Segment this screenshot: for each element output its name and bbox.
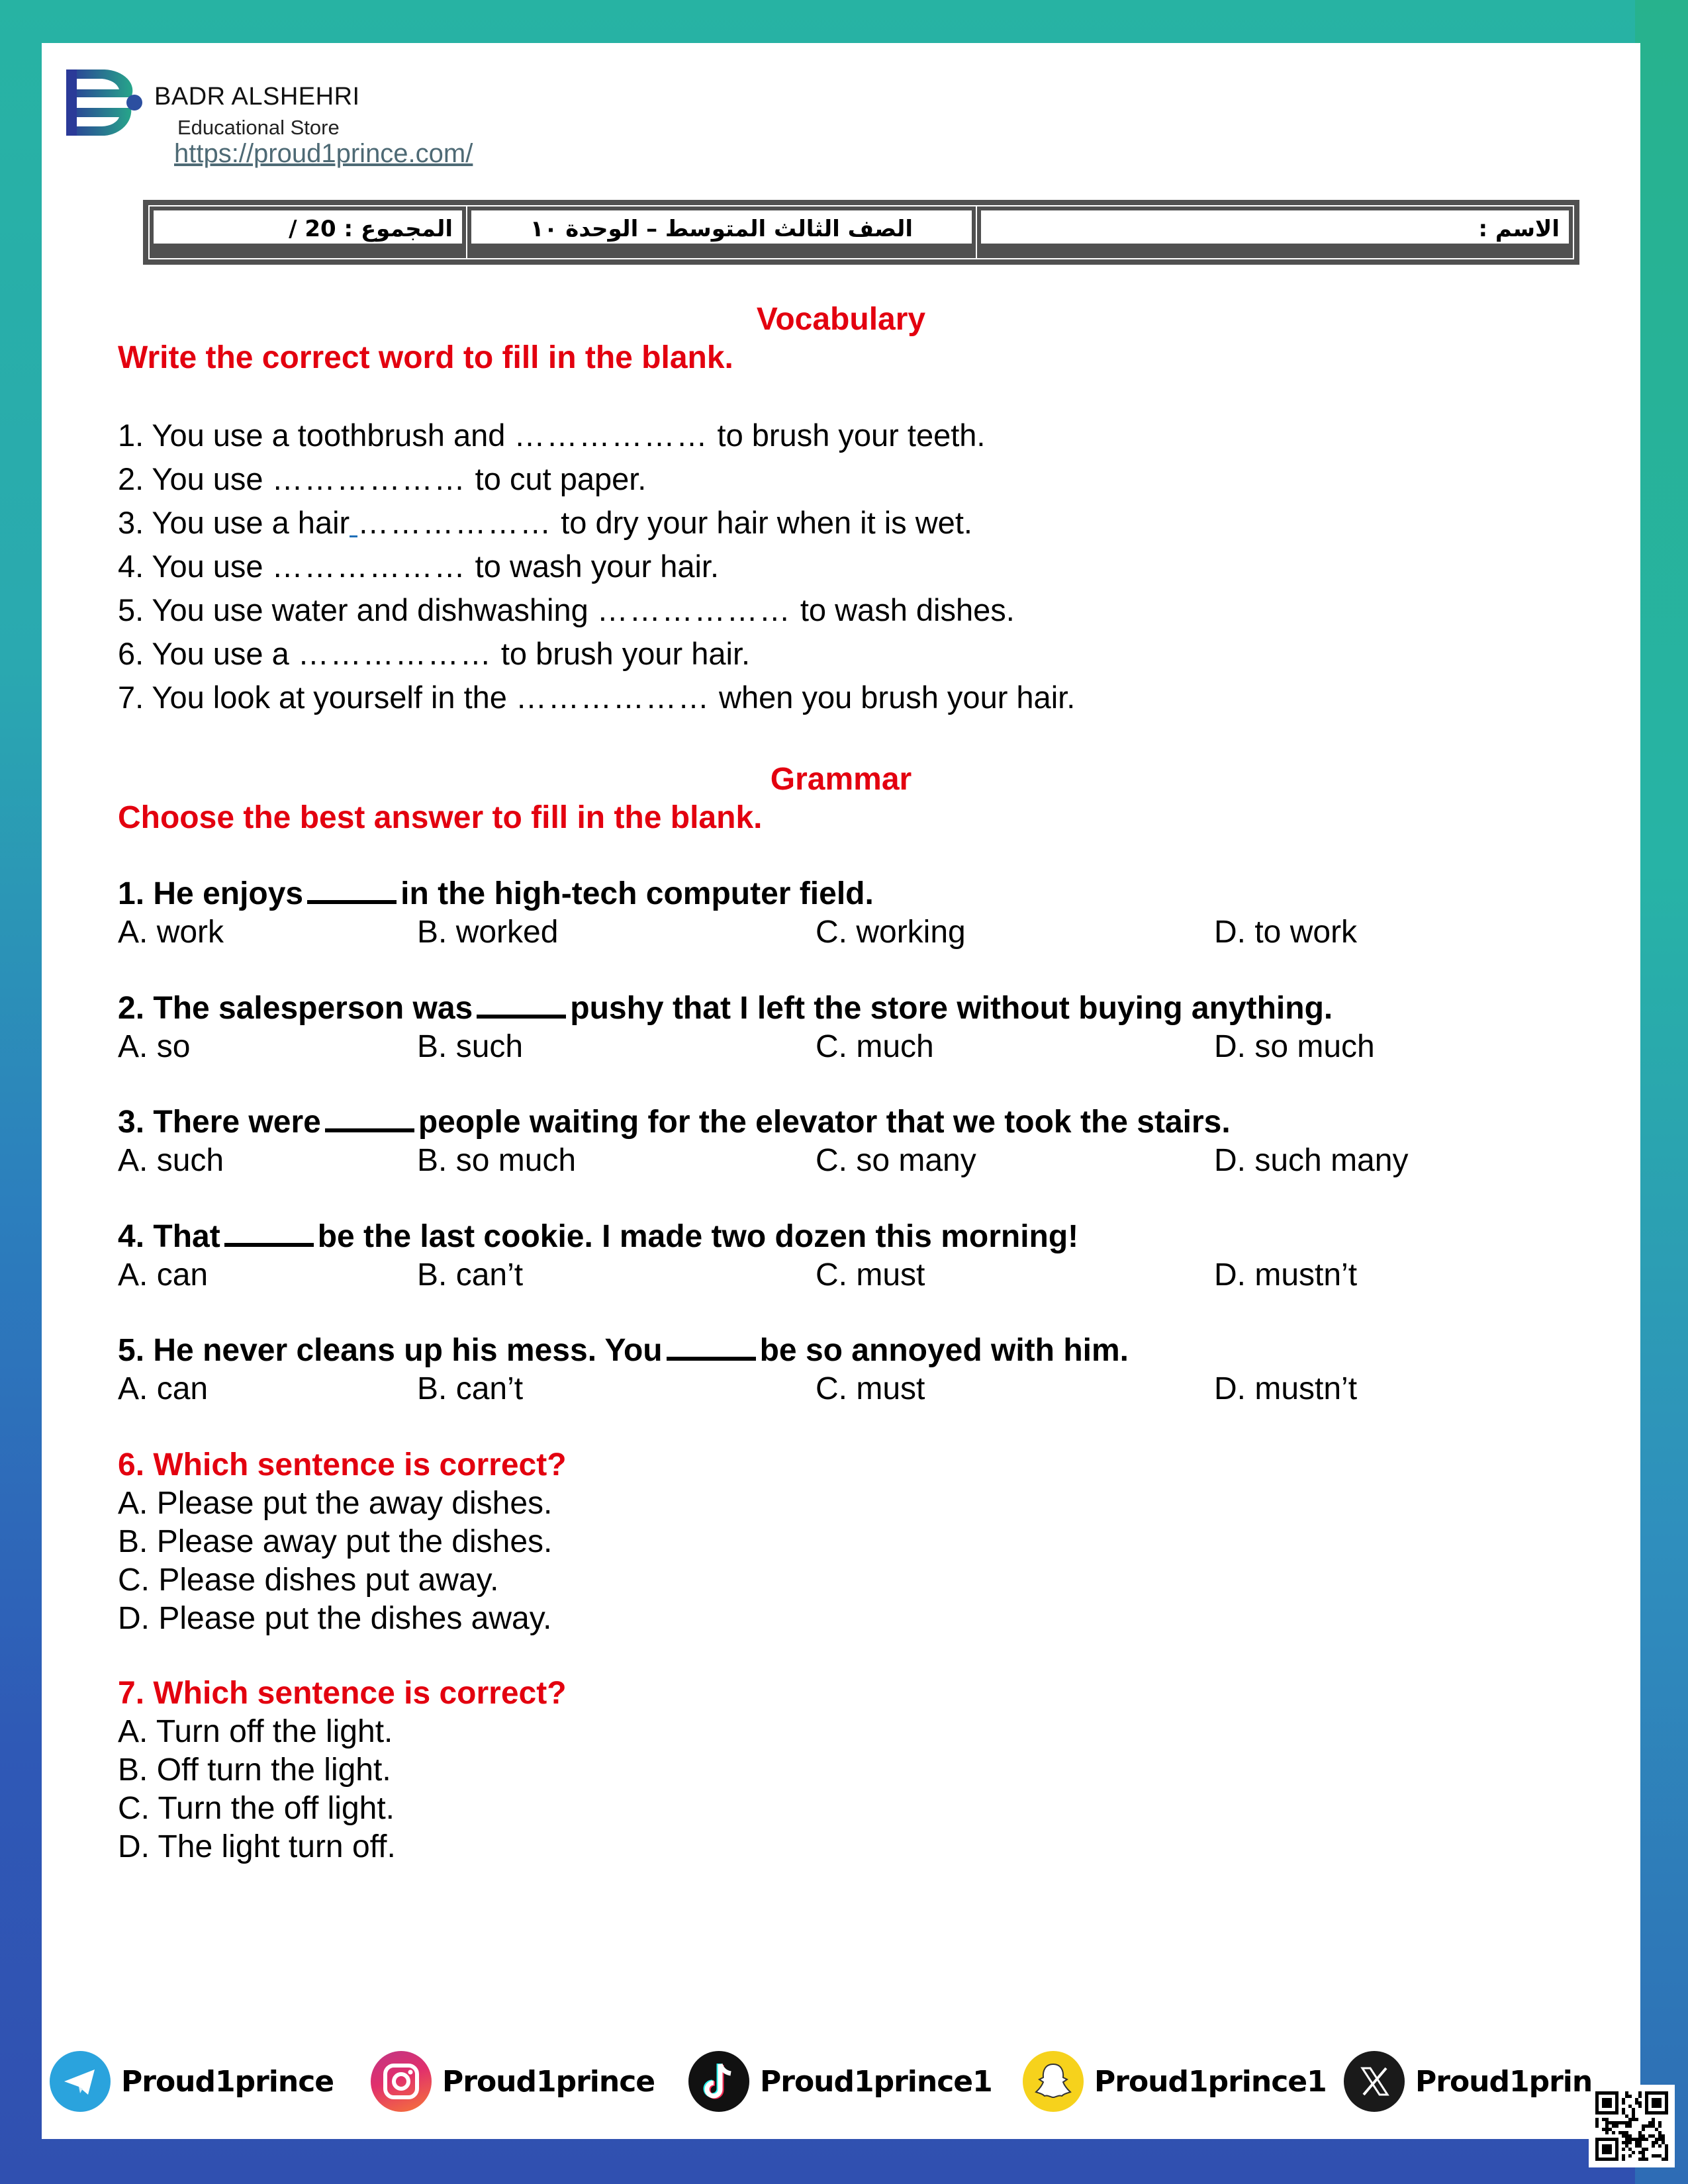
answer-option-c[interactable]: C. must bbox=[816, 1371, 925, 1406]
grade-unit-cell bbox=[467, 206, 977, 258]
answer-blank[interactable] bbox=[307, 895, 397, 904]
question-text: pushy that I left the store without buying anything. bbox=[570, 991, 1333, 1026]
vocabulary-item bbox=[118, 632, 1075, 676]
total-score-cell bbox=[150, 206, 467, 258]
answer-option-d[interactable]: D. to work bbox=[1214, 915, 1358, 950]
qr-code-icon bbox=[1589, 2085, 1675, 2167]
answer-option-b[interactable]: B. worked bbox=[417, 915, 559, 950]
answer-option-a[interactable]: A. can bbox=[118, 1371, 209, 1406]
grammar-question bbox=[118, 989, 1574, 1066]
question-text: people waiting for the elevator that we took the stairs. bbox=[418, 1105, 1231, 1140]
answer-option-a[interactable]: A. such bbox=[118, 1143, 224, 1178]
telegram-icon bbox=[50, 2051, 111, 2112]
x-icon bbox=[1344, 2051, 1405, 2112]
grammar-title: Grammar bbox=[770, 762, 912, 797]
answer-option-a[interactable]: A. work bbox=[118, 915, 224, 950]
vocabulary-item-text: to dry your hair when it is wet. bbox=[552, 505, 972, 540]
social-handle: Proud1prin bbox=[1415, 2064, 1593, 2099]
question-text: 2. The salesperson was bbox=[118, 991, 473, 1026]
question-text: 4. That bbox=[118, 1219, 220, 1254]
answer-blank[interactable] bbox=[477, 1009, 566, 1019]
answer-blank[interactable] bbox=[325, 1123, 414, 1132]
question-text: 5. He never cleans up his mess. You bbox=[118, 1333, 663, 1368]
answer-options bbox=[118, 1370, 1574, 1408]
answer-option-b[interactable]: B. can’t bbox=[417, 1257, 524, 1293]
grammar-question bbox=[118, 875, 1574, 952]
sentence-question bbox=[118, 1446, 1574, 1638]
answer-blank[interactable]: ……………… bbox=[271, 461, 467, 496]
answer-option-d[interactable]: D. mustn’t bbox=[1214, 1257, 1358, 1293]
vocabulary-item bbox=[118, 414, 1075, 457]
answer-option-c[interactable]: C. working bbox=[816, 915, 966, 950]
brand-url-link[interactable]: https://proud1prince.com/ bbox=[174, 139, 473, 168]
sentence-question bbox=[118, 1674, 1574, 1866]
social-link-snapchat[interactable] bbox=[1023, 2048, 1327, 2115]
instagram-icon bbox=[371, 2051, 432, 2112]
question-stem bbox=[118, 989, 1574, 1028]
answer-option-b[interactable]: B. can’t bbox=[417, 1371, 524, 1406]
vocabulary-item-text: to cut paper. bbox=[466, 461, 647, 496]
answer-blank[interactable]: ……………… bbox=[514, 418, 709, 453]
social-link-tiktok[interactable] bbox=[688, 2048, 992, 2115]
vocabulary-item bbox=[118, 588, 1075, 632]
vocabulary-item-text: to wash your hair. bbox=[466, 549, 720, 584]
vocabulary-item-text: to brush your hair. bbox=[492, 636, 751, 671]
vocabulary-item-text: to wash dishes. bbox=[791, 592, 1015, 627]
question-stem bbox=[118, 875, 1574, 913]
question-stem bbox=[118, 1332, 1574, 1370]
answer-blank[interactable] bbox=[667, 1351, 756, 1361]
vocabulary-item bbox=[118, 457, 1075, 501]
snapchat-icon bbox=[1023, 2051, 1084, 2112]
question-text: in the high-tech computer field. bbox=[400, 876, 874, 911]
qr-code-box[interactable] bbox=[1589, 2085, 1675, 2167]
answer-option-a[interactable]: A. Please put the away dishes. bbox=[118, 1486, 553, 1521]
answer-blank[interactable]: ……………… bbox=[596, 592, 792, 627]
answer-option-a[interactable]: A. Turn off the light. bbox=[118, 1714, 393, 1749]
vocabulary-instruction: Write the correct word to fill in the blank. bbox=[118, 340, 733, 375]
question-text: be so annoyed with him. bbox=[759, 1333, 1129, 1368]
grammar-question bbox=[118, 1218, 1574, 1295]
answer-blank[interactable] bbox=[224, 1238, 314, 1247]
vocabulary-item-text: 4. You use bbox=[118, 549, 272, 584]
answer-option-a[interactable]: A. can bbox=[118, 1257, 209, 1293]
answer-option-d[interactable]: D. Please put the dishes away. bbox=[118, 1601, 552, 1636]
social-handle: Proud1prince bbox=[442, 2064, 655, 2099]
question-text: be the last cookie. I made two dozen this morning! bbox=[317, 1219, 1079, 1254]
social-link-x[interactable] bbox=[1344, 2048, 1592, 2115]
grade-unit-label: الصف الثالث المتوسط – الوحدة ١٠ bbox=[471, 210, 972, 244]
vocabulary-item-text: 7. You look at yourself in the bbox=[118, 680, 516, 715]
student-name-label: الاسم : bbox=[981, 210, 1569, 244]
answer-option-c[interactable]: C. so many bbox=[816, 1143, 976, 1178]
brand-subtitle: Educational Store bbox=[177, 116, 340, 139]
text-cursor-mark bbox=[350, 535, 357, 537]
answer-option-b[interactable]: B. such bbox=[417, 1029, 524, 1064]
vocabulary-item-text: 3. You use a hair bbox=[118, 505, 350, 540]
question-stem bbox=[118, 1103, 1574, 1142]
page-frame-right bbox=[1635, 0, 1688, 2184]
grammar-instruction: Choose the best answer to fill in the blank. bbox=[118, 800, 763, 835]
answer-blank[interactable]: ……………… bbox=[297, 636, 492, 671]
answer-blank[interactable]: ……………… bbox=[357, 505, 553, 540]
social-link-instagram[interactable] bbox=[371, 2048, 655, 2115]
brand-logo bbox=[58, 56, 522, 169]
answer-option-c[interactable]: C. Please dishes put away. bbox=[118, 1563, 499, 1598]
answer-option-b[interactable]: B. Off turn the light. bbox=[118, 1752, 391, 1788]
vocabulary-item bbox=[118, 545, 1075, 588]
vocabulary-item-text: to brush your teeth. bbox=[708, 418, 986, 453]
answer-blank[interactable]: ……………… bbox=[515, 680, 710, 715]
answer-option-a[interactable]: A. so bbox=[118, 1029, 191, 1064]
question-text: 1. He enjoys bbox=[118, 876, 304, 911]
social-handle: Proud1prince1 bbox=[1094, 2064, 1327, 2099]
social-handle: Proud1prince1 bbox=[760, 2064, 992, 2099]
question-stem bbox=[118, 1218, 1574, 1256]
answer-option-d[interactable]: D. such many bbox=[1214, 1143, 1409, 1178]
tiktok-icon bbox=[688, 2051, 749, 2112]
answer-option-c[interactable]: C. Turn the off light. bbox=[118, 1791, 395, 1826]
total-score-label: المجموع : 20 / bbox=[154, 210, 462, 244]
brand-name: BADR ALSHEHRI bbox=[154, 83, 360, 111]
vocabulary-item-text: 6. You use a bbox=[118, 636, 298, 671]
vocabulary-item bbox=[118, 676, 1075, 719]
student-info-table bbox=[143, 200, 1579, 265]
vocabulary-item-text: 1. You use a toothbrush and bbox=[118, 418, 514, 453]
answer-option-b[interactable]: B. so much bbox=[417, 1143, 577, 1178]
question-heading: 7. Which sentence is correct? bbox=[118, 1676, 567, 1711]
answer-option-d[interactable]: D. mustn’t bbox=[1214, 1371, 1358, 1406]
answer-option-d[interactable]: D. The light turn off. bbox=[118, 1829, 396, 1864]
social-link-telegram[interactable] bbox=[50, 2048, 334, 2115]
question-heading: 6. Which sentence is correct? bbox=[118, 1447, 567, 1482]
social-handle: Proud1prince bbox=[121, 2064, 334, 2099]
student-name-cell[interactable] bbox=[977, 206, 1573, 258]
vocabulary-title: Vocabulary bbox=[756, 302, 926, 337]
answer-option-d[interactable]: D. so much bbox=[1214, 1029, 1375, 1064]
answer-option-b[interactable]: B. Please away put the dishes. bbox=[118, 1524, 553, 1559]
question-text: 3. There were bbox=[118, 1105, 321, 1140]
grammar-question bbox=[118, 1103, 1574, 1180]
logo-b-icon bbox=[58, 56, 158, 156]
vocabulary-item-text: when you brush your hair. bbox=[710, 680, 1076, 715]
answer-option-c[interactable]: C. must bbox=[816, 1257, 925, 1293]
answer-options bbox=[118, 1028, 1574, 1066]
answer-option-c[interactable]: C. much bbox=[816, 1029, 934, 1064]
vocabulary-list bbox=[118, 414, 1075, 719]
answer-options bbox=[118, 913, 1574, 952]
answer-blank[interactable]: ……………… bbox=[271, 549, 467, 584]
answer-options bbox=[118, 1256, 1574, 1295]
vocabulary-item-text: 2. You use bbox=[118, 461, 272, 496]
worksheet-page bbox=[42, 43, 1640, 2139]
vocabulary-item-text: 5. You use water and dishwashing bbox=[118, 592, 597, 627]
vocabulary-item bbox=[118, 501, 1075, 545]
answer-options bbox=[118, 1142, 1574, 1180]
grammar-question bbox=[118, 1332, 1574, 1408]
